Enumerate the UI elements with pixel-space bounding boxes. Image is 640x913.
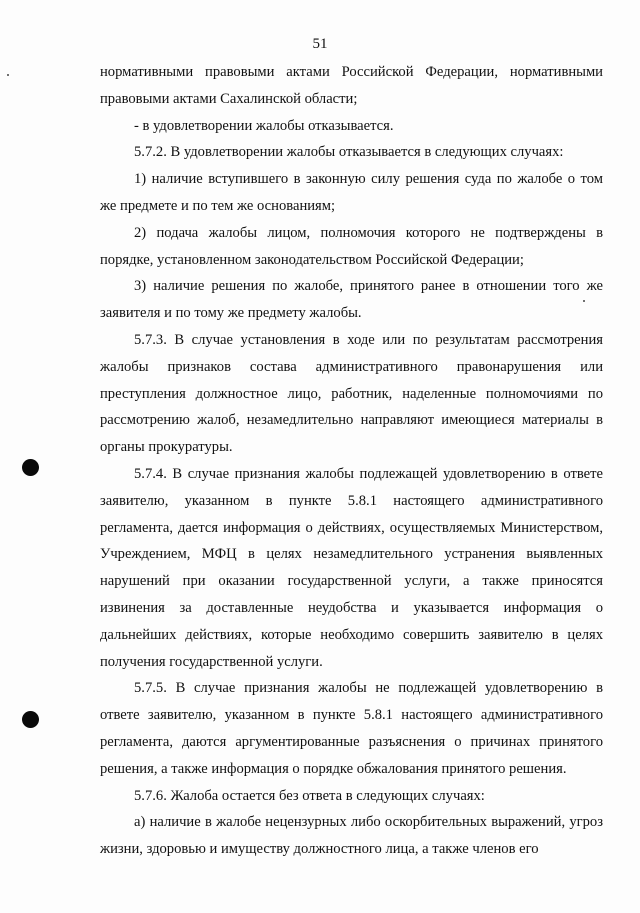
paragraph-continuation: нормативными правовыми актами Российской Федерации, нормативными правовыми актами Сахалинской области; [100,64,603,107]
paragraph-5-7-2: 5.7.2. В удовлетворении жалобы отказывается в следующих случаях: [134,144,564,161]
paragraph-5-7-6: 5.7.6. Жалоба остается без ответа в следующих случаях: [134,787,485,804]
paragraph-5-7-4: 5.7.4. В случае признания жалобы подлежащей удовлетворению в ответе заявителю, указанном в пункте 5.8.1 настоящего административного регламента, дается информация о действиях, осуществляемых Министерством, Учреждением, МФЦ в целях незамедлительного устранения выявленных нарушений при оказании государственной услуги, а также приносятся извинения за доставленные неудобства и указывается информация о дальнейших действиях, которые необходимо совершить заявителю в целях получения государственной услуги. [100,465,603,670]
list-item-3: 3) наличие решения по жалобе, принятого ранее в отношении того же заявителя и по тому же предмету жалобы. [100,278,603,322]
paragraph-5-7-5: 5.7.5. В случае признания жалобы не подлежащей удовлетворению в ответе заявителю, указанном в пункте 5.8.1 настоящего административного регламента, даются аргументированные разъяснения о причинах принятого решения, а также информация о порядке обжалования принятого решения. [100,680,603,777]
paragraph: - в удовлетворении жалобы отказывается. [134,117,394,134]
list-item-2: 2) подача жалобы лицом, полномочия которого не подтверждены в порядке, установленном законодательством Российской Федерации; [100,224,603,268]
page-number: 51 [312,36,328,52]
list-item-a: а) наличие в жалобе нецензурных либо оскорбительных выражений, угроз жизни, здоровью и имуществу должностного лица, а также членов его [100,814,603,858]
scan-speck [7,74,9,76]
scan-speck [583,300,585,302]
list-item-1: 1) наличие вступившего в законную силу решения суда по жалобе о том же предмете и по тем же основаниям; [100,171,603,214]
paragraph-5-7-3: 5.7.3. В случае установления в ходе или по результатам рассмотрения жалобы признаков состава административного правонарушения или преступления должностное лицо, работник, наделенные полномочиями по рассмотрению жалоб, незамедлительно направляют имеющиеся материалы в органы прокуратуры. [100,331,603,456]
punch-hole [22,711,39,728]
punch-hole [22,459,39,476]
document-body [100,59,603,863]
